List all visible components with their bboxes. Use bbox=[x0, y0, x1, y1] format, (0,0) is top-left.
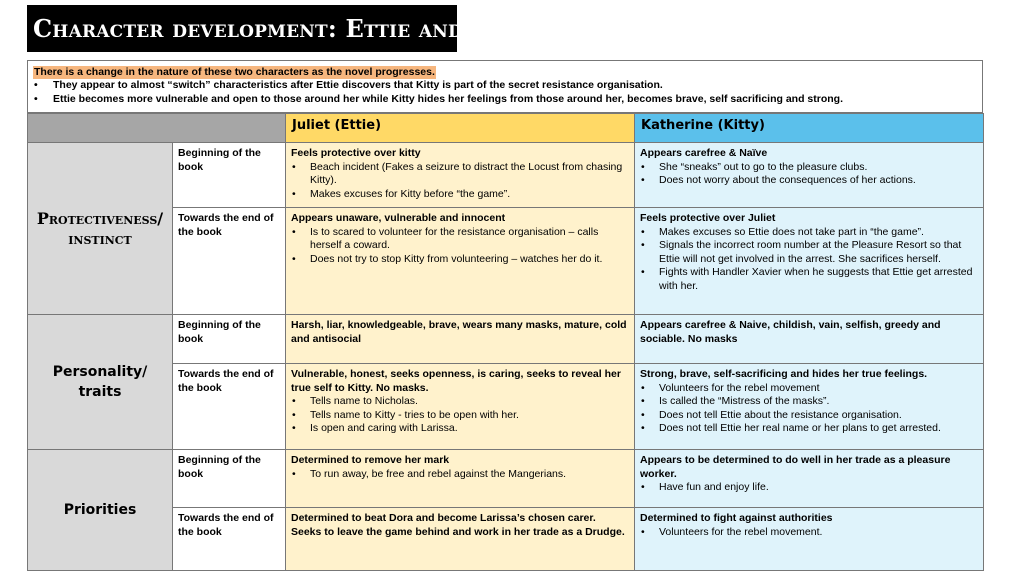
phase-cell: Towards the end of the book bbox=[173, 508, 286, 571]
table-row bbox=[28, 143, 984, 208]
intro-bullets bbox=[33, 79, 977, 106]
cell-bullets bbox=[640, 481, 978, 495]
table-row bbox=[28, 315, 984, 364]
cell-title: Appears unaware, vulnerable and innocent bbox=[291, 212, 506, 224]
intro-box bbox=[27, 60, 983, 113]
juliet-cell bbox=[286, 508, 635, 571]
cell-bullet: • Does not try to stop Kitty from volunteering – watches her do it. bbox=[291, 253, 629, 267]
phase-cell: Beginning of the book bbox=[173, 315, 286, 364]
cell-bullets bbox=[291, 468, 629, 482]
cell-bullet: • Fights with Handler Xavier when he suggests that Ettie get arrested with her. bbox=[640, 266, 978, 293]
intro-lead: There is a change in the nature of these two characters as the novel progresses. bbox=[34, 66, 435, 78]
cell-bullets bbox=[291, 161, 629, 202]
cell-bullet: • Is called the “Mistress of the masks”. bbox=[640, 395, 978, 409]
cell-title: Appears carefree & Naive, childish, vain, selfish, greedy and sociable. No masks bbox=[640, 319, 941, 345]
katherine-cell bbox=[635, 143, 984, 208]
cell-bullets bbox=[640, 161, 978, 188]
cell-bullet: • Makes excuses so Ettie does not take part in “the game”. bbox=[640, 226, 978, 240]
cell-bullet: • Tells name to Nicholas. bbox=[291, 395, 629, 409]
cell-bullet: • She “sneaks” out to go to the pleasure clubs. bbox=[640, 161, 978, 175]
cell-title: Determined to remove her mark bbox=[291, 454, 450, 466]
intro-bullet: • Ettie becomes more vulnerable and open to those around her while Kitty hides her feelings from those around her, becomes brave, self sacrificing and strong. bbox=[33, 93, 977, 107]
katherine-cell bbox=[635, 208, 984, 315]
cell-bullets bbox=[640, 226, 978, 294]
header-katherine: Katherine (Kitty) bbox=[635, 114, 984, 143]
cell-title: Feels protective over Juliet bbox=[640, 212, 776, 224]
katherine-cell bbox=[635, 508, 984, 571]
phase-cell: Beginning of the book bbox=[173, 143, 286, 208]
juliet-cell bbox=[286, 364, 635, 450]
cell-bullet: • Does not worry about the consequences of her actions. bbox=[640, 174, 978, 188]
juliet-cell bbox=[286, 450, 635, 508]
cell-title: Harsh, liar, knowledgeable, brave, wears many masks, mature, cold and antisocial bbox=[291, 319, 627, 345]
katherine-cell bbox=[635, 364, 984, 450]
cell-bullet: • To run away, be free and rebel against the Mangerians. bbox=[291, 468, 629, 482]
cell-bullet: • Tells name to Kitty - tries to be open with her. bbox=[291, 409, 629, 423]
cell-bullets bbox=[640, 382, 978, 436]
cell-bullet: • Signals the incorrect room number at the Pleasure Resort so that Ettie will not get involved in the arrest. She sacrifices herself. bbox=[640, 239, 978, 266]
table-row bbox=[28, 450, 984, 508]
cell-bullet: • Does not tell Ettie about the resistance organisation. bbox=[640, 409, 978, 423]
phase-cell: Towards the end of the book bbox=[173, 364, 286, 450]
cell-bullet: • Beach incident (Fakes a seizure to distract the Locust from chasing Kitty). bbox=[291, 161, 629, 188]
header-blank bbox=[28, 114, 286, 143]
cell-bullet: • Volunteers for the rebel movement. bbox=[640, 526, 978, 540]
cell-bullet: • Makes excuses for Kitty before “the game”. bbox=[291, 188, 629, 202]
page-title: Character development: Ettie and Kitty bbox=[27, 5, 457, 52]
cell-bullet: • Volunteers for the rebel movement bbox=[640, 382, 978, 396]
character-table bbox=[27, 113, 984, 571]
katherine-cell bbox=[635, 315, 984, 364]
juliet-cell bbox=[286, 143, 635, 208]
header-juliet: Juliet (Ettie) bbox=[286, 114, 635, 143]
cell-title: Strong, brave, self-sacrificing and hides her true feelings. bbox=[640, 368, 928, 380]
category-cell: Personality/ traits bbox=[28, 315, 173, 450]
cell-bullet: • Have fun and enjoy life. bbox=[640, 481, 978, 495]
cell-title: Feels protective over kitty bbox=[291, 147, 421, 159]
cell-bullets bbox=[291, 395, 629, 436]
katherine-cell bbox=[635, 450, 984, 508]
header-row bbox=[28, 114, 984, 143]
cell-title: Appears to be determined to do well in her trade as a pleasure worker. bbox=[640, 454, 951, 480]
phase-cell: Towards the end of the book bbox=[173, 208, 286, 315]
cell-title: Appears carefree & Naïve bbox=[640, 147, 768, 159]
cell-bullet: • Does not tell Ettie her real name or her plans to get arrested. bbox=[640, 422, 978, 436]
juliet-cell bbox=[286, 208, 635, 315]
cell-bullet: • Is open and caring with Larissa. bbox=[291, 422, 629, 436]
cell-title: Determined to beat Dora and become Larissa’s chosen carer. Seeks to leave the game behind and work in her trade as a Drudge. bbox=[291, 512, 625, 538]
cell-bullet: • Is to scared to volunteer for the resistance organisation – calls herself a coward. bbox=[291, 226, 629, 253]
juliet-cell bbox=[286, 315, 635, 364]
cell-title: Vulnerable, honest, seeks openness, is caring, seeks to reveal her true self to Kitty. No masks. bbox=[291, 368, 621, 394]
cell-bullets bbox=[640, 526, 978, 540]
cell-bullets bbox=[291, 226, 629, 267]
category-cell: Protectiveness/ instinct bbox=[28, 143, 173, 315]
phase-cell: Beginning of the book bbox=[173, 450, 286, 508]
intro-bullet: • They appear to almost “switch” characteristics after Ettie discovers that Kitty is part of the secret resistance organisation. bbox=[33, 79, 977, 93]
cell-title: Determined to fight against authorities bbox=[640, 512, 833, 524]
category-cell: Priorities bbox=[28, 450, 173, 571]
